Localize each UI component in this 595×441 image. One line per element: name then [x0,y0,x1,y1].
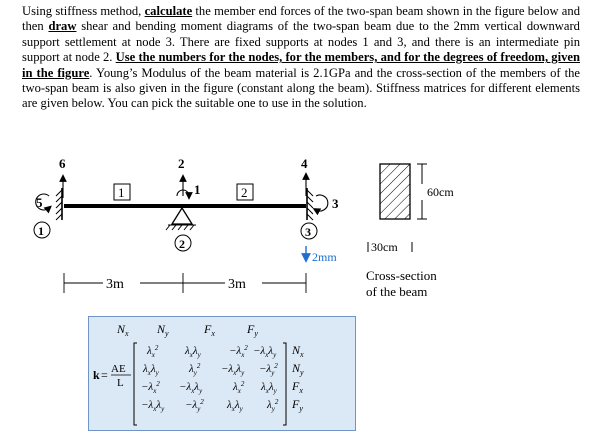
dof-label: 4 [301,156,308,171]
svg-text:λx2: $\lambda_x^2$ [147,344,159,359]
row-label: $N_x$ [292,343,304,359]
matrix-entries [141,344,279,413]
emphasis-calculate: calculate [144,4,193,18]
emphasis-draw: draw [48,19,77,34]
svg-text:−λx2: $-\lambda_x^2$ [229,344,248,359]
svg-text:−λx2: $-\lambda_x^2$ [141,380,160,395]
column-header: $N_x$ [117,322,129,338]
svg-text:−λxλy: $-\lambda_x\lambda_y$ [221,363,245,377]
section-caption: Cross-section [366,268,437,283]
problem-text: . Young’s Modulus of the beam material is 2.1GPa and the cross-section of the members of the two-span beam is also given in the figure (constant along the beam). Stiffness matrices for different elements are given below. You can pick the suitable one to use in the solution. [22,65,580,111]
svg-text:−λy2: $-\lambda_y^2$ [259,362,278,377]
row-label: $F_y$ [292,397,303,413]
section-width-label: 30cm [371,240,398,254]
stiffness-matrix [89,317,355,430]
svg-text:λxλy: $\lambda_x\lambda_y$ [227,399,243,413]
node-label: 1 [38,224,44,238]
svg-text:λxλy: $\lambda_x\lambda_y$ [261,381,277,395]
svg-text:−λxλy: $-\lambda_x\lambda_y$ [253,345,277,359]
dof-label: 2 [178,156,185,171]
dof-label: 5 [36,195,43,210]
svg-text:−λxλy: $-\lambda_x\lambda_y$ [179,381,203,395]
dof-label: 3 [332,196,339,211]
problem-text: shear and bending moment diagrams of the two-span beam due to the 2mm vertical downward support settlement at node 3. There are fixed supports at nodes 1 and 3, and there is an intermediate pin support at node 2. [22,19,580,65]
row-label: $N_y$ [292,361,304,377]
column-header: $F_y$ [247,322,258,338]
svg-text:λxλy: $\lambda_x\lambda_y$ [143,363,159,377]
equals-sign: = [101,368,108,382]
dof-rotation-node-3 [316,195,328,211]
cross-section [380,164,410,219]
span-1-label: 3m [106,277,124,292]
span-2-label: 3m [228,277,246,292]
problem-statement [22,4,580,112]
dof-label: 1 [194,182,201,197]
l-denominator: L [117,377,124,389]
fixed-support-node-1 [56,188,62,220]
fixed-support-node-3 [307,188,313,220]
row-label: $F_x$ [292,379,303,395]
settlement-label: 2mm [312,250,337,264]
span-dimension [64,273,306,293]
problem-text: Using stiffness method, [22,4,145,18]
beam [64,204,306,208]
svg-text:λx2: $\lambda_x^2$ [233,380,245,395]
ae-numerator: AE [111,363,126,375]
member-label: 2 [241,185,248,200]
svg-text:−λy2: $-\lambda_y^2$ [185,398,204,413]
dof-label: 6 [59,156,66,171]
k-symbol: k [93,368,100,382]
problem-text: the member end forces of the two-span beam shown in the figure below and then [22,4,580,34]
section-caption: of the beam [366,284,428,299]
node-label: 2 [179,237,185,251]
column-header: $N_y$ [157,322,169,338]
stiffness-matrix-box [88,316,356,431]
beam-figure [0,148,595,308]
pin-support-node-2 [166,208,196,230]
svg-text:λy2: $\lambda_y^2$ [189,362,201,377]
svg-text:−λxλy: $-\lambda_x\lambda_y$ [141,399,165,413]
member-label: 1 [118,185,125,200]
svg-text:λxλy: $\lambda_x\lambda_y$ [185,345,201,359]
emphasis-numbering: Use the numbers for the nodes, for the members, and for the degrees of freedom, given in the figure [22,50,580,80]
svg-text:λy2: $\lambda_y^2$ [267,398,279,413]
column-header: $F_x$ [204,322,215,338]
node-label: 3 [305,225,311,239]
section-height-label: 60cm [427,185,454,199]
